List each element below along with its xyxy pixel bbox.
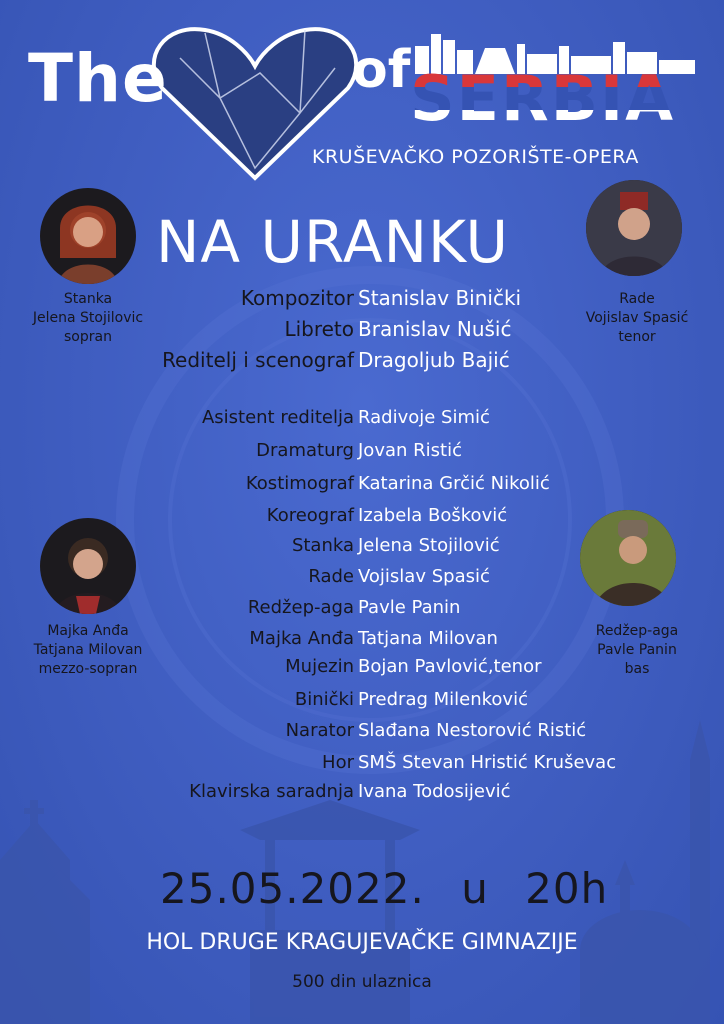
caption-role: Redžep-aga bbox=[595, 623, 679, 639]
caption-voice: mezzo-sopran bbox=[38, 661, 138, 677]
credit-name: Izabela Bošković bbox=[358, 505, 508, 526]
caption-majka-anda bbox=[2, 622, 174, 679]
caption-voice: bas bbox=[624, 661, 650, 677]
brand-of: of bbox=[352, 40, 411, 100]
brand-serbia: SERBIA bbox=[410, 62, 676, 135]
caption-voice: tenor bbox=[618, 329, 656, 345]
caption-name: Vojislav Spasić bbox=[585, 310, 689, 326]
event-date: 25.05.2022. bbox=[160, 864, 425, 913]
credit-name: Stanislav Binički bbox=[358, 286, 522, 310]
credit-name: Vojislav Spasić bbox=[358, 566, 490, 587]
credit-name: Jovan Ristić bbox=[358, 440, 462, 461]
credit-name: Dragoljub Bajić bbox=[358, 348, 510, 372]
caption-name: Jelena Stojilovic bbox=[32, 310, 144, 326]
credit-role: Asistent reditelja bbox=[201, 407, 354, 428]
caption-redzep-aga bbox=[562, 622, 712, 679]
caption-stanka bbox=[10, 290, 166, 347]
credit-role: Libreto bbox=[284, 317, 354, 341]
credit-name: Tatjana Milovan bbox=[358, 628, 498, 649]
theatre-subtitle: KRUŠEVAČKO POZORIŠTE-OPERA bbox=[312, 146, 639, 168]
credit-name: Bojan Pavlović,tenor bbox=[358, 656, 542, 677]
event-datetime bbox=[160, 864, 608, 913]
credit-name: Predrag Milenković bbox=[358, 689, 528, 710]
caption-role: Stanka bbox=[63, 291, 113, 307]
portrait-stanka bbox=[40, 188, 136, 284]
portrait-redzep-aga bbox=[580, 510, 676, 606]
credit-role: Klavirska saradnja bbox=[189, 781, 354, 802]
credit-role: Koreograf bbox=[266, 505, 354, 526]
event-conj: u bbox=[461, 864, 489, 913]
credit-role: Kostimograf bbox=[245, 473, 354, 494]
credit-role: Hor bbox=[322, 752, 354, 773]
caption-role: Rade bbox=[619, 291, 655, 307]
ticket-price: 500 din ulaznica bbox=[292, 972, 432, 992]
credit-name: Slađana Nestorović Ristić bbox=[358, 720, 587, 741]
credit-name: Jelena Stojilović bbox=[358, 535, 500, 556]
credit-role: Narator bbox=[285, 720, 354, 741]
portrait-rade bbox=[586, 180, 682, 276]
credit-role: Dramaturg bbox=[256, 440, 354, 461]
caption-rade bbox=[562, 290, 712, 347]
credit-role: Mujezin bbox=[285, 656, 354, 677]
credit-name: Branislav Nušić bbox=[358, 317, 512, 341]
caption-name: Pavle Panin bbox=[597, 642, 677, 658]
opera-title: NA URANKU bbox=[156, 208, 509, 276]
credit-role: Kompozitor bbox=[240, 286, 354, 310]
credit-name: Ivana Todosijević bbox=[358, 781, 511, 802]
credit-role: Stanka bbox=[291, 535, 354, 556]
credit-name: Pavle Panin bbox=[358, 597, 461, 618]
credit-role: Redžep-aga bbox=[247, 597, 354, 618]
credit-role: Majka Anđa bbox=[249, 628, 354, 649]
credit-name: Radivoje Simić bbox=[358, 407, 490, 428]
caption-role: Majka Anđa bbox=[47, 623, 129, 639]
credit-name: SMŠ Stevan Hristić Kruševac bbox=[358, 752, 617, 773]
brand-the: The bbox=[28, 40, 168, 117]
event-time: 20h bbox=[525, 864, 609, 913]
credit-name: Katarina Grčić Nikolić bbox=[358, 473, 550, 494]
credit-role: Rade bbox=[308, 566, 354, 587]
event-venue: HOL DRUGE KRAGUJEVAČKE GIMNAZIJE bbox=[146, 930, 578, 955]
portrait-majka-anda bbox=[40, 518, 136, 614]
credit-role: Reditelj i scenograf bbox=[162, 348, 354, 372]
caption-name: Tatjana Milovan bbox=[33, 642, 143, 658]
credit-role: Binički bbox=[294, 689, 354, 710]
caption-voice: sopran bbox=[64, 329, 112, 345]
